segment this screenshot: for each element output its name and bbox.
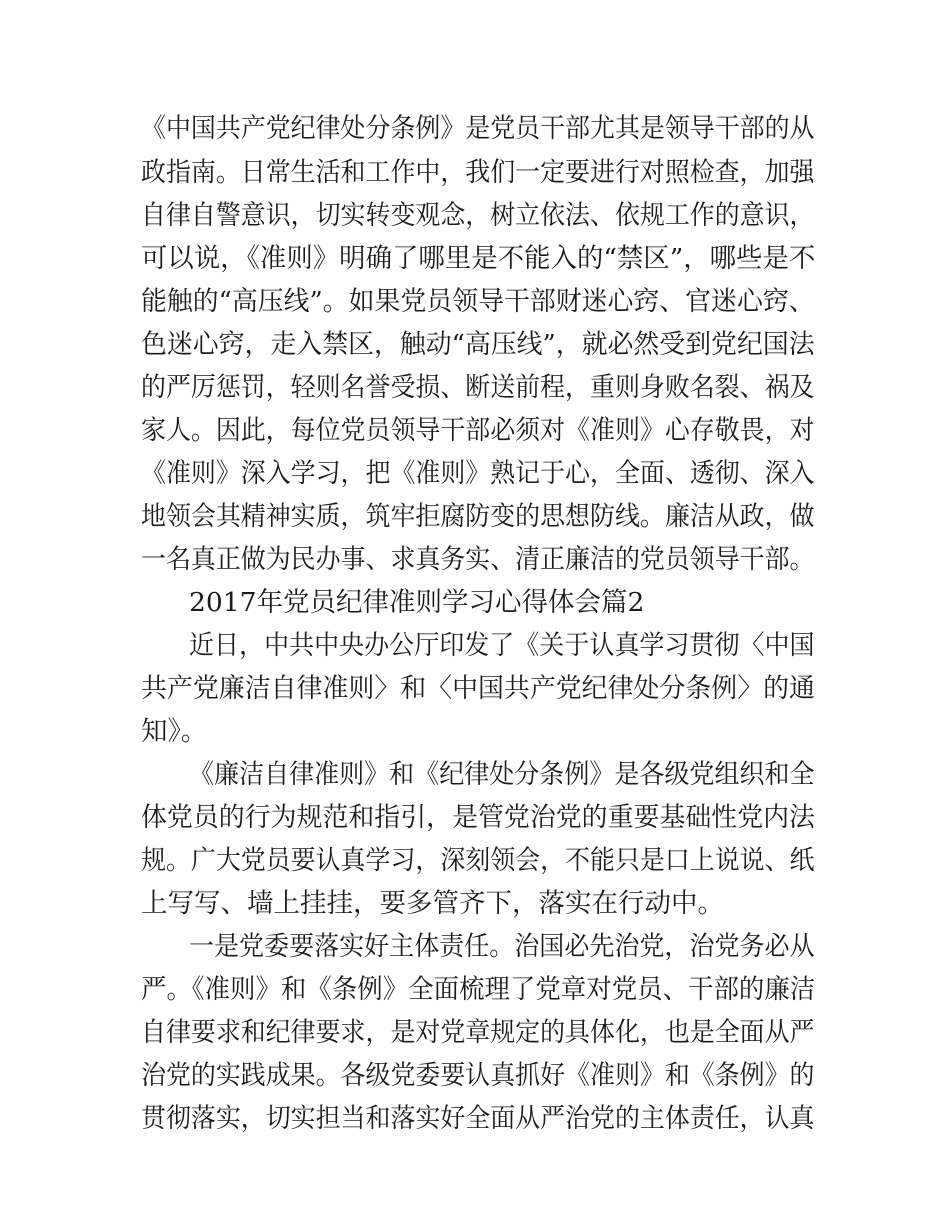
body-text-line: 治党的实践成果。各级党委要认真抓好《准则》和《条例》的 — [141, 1060, 815, 1091]
body-text-line: 规。广大党员要认真学习，深刻领会，不能只是口上说说、纸 — [141, 845, 815, 876]
body-text-line: 贯彻落实，切实担当和落实好全面从严治党的主体责任，认真 — [141, 1103, 815, 1134]
body-text-line: 的严厉惩罚，轻则名誉受损、断送前程，重则身败名裂、祸及 — [141, 372, 815, 403]
body-text-line: 一名真正做为民办事、求真务实、清正廉洁的党员领导干部。 — [141, 544, 815, 575]
body-text-line: 上写写、墙上挂挂，要多管齐下，落实在行动中。 — [141, 888, 724, 919]
body-text-line: 《廉洁自律准则》和《纪律处分条例》是各级党组织和全 — [189, 759, 815, 790]
body-text-line: 可以说，《准则》明确了哪里是不能入的“禁区”，哪些是不 — [141, 243, 816, 274]
body-text-line: 家人。因此，每位党员领导干部必须对《准则》心存敬畏，对 — [141, 415, 815, 446]
body-text-line: 地领会其精神实质，筑牢拒腐防变的思想防线。廉洁从政，做 — [141, 501, 815, 532]
section-title: 2017年党员纪律准则学习心得体会篇2 — [189, 587, 645, 618]
body-text-line: 一是党委要落实好主体责任。治国必先治党，治党务必从 — [189, 931, 815, 962]
body-text-line: 自律自警意识，切实转变观念，树立依法、依规工作的意识， — [141, 200, 815, 231]
body-text-line: 《准则》深入学习，把《准则》熟记于心，全面、透彻、深入 — [141, 458, 815, 489]
body-text-line: 近日，中共中央办公厅印发了《关于认真学习贯彻〈中国 — [189, 630, 815, 661]
body-text-line: 自律要求和纪律要求，是对党章规定的具体化，也是全面从严 — [141, 1017, 815, 1048]
body-text-line: 色迷心窍，走入禁区，触动“高压线”，就必然受到党纪国法 — [141, 329, 815, 360]
body-text-line: 体党员的行为规范和指引，是管党治党的重要基础性党内法 — [141, 802, 815, 833]
body-text-line: 能触的“高压线”。如果党员领导干部财迷心窍、官迷心窍、 — [141, 286, 815, 317]
body-text-line: 共产党廉洁自律准则〉和〈中国共产党纪律处分条例〉的通 — [141, 673, 815, 704]
body-text-line: 知》。 — [141, 716, 208, 747]
body-text-line: 严。《准则》和《条例》全面梳理了党章对党员、干部的廉洁 — [141, 974, 816, 1005]
body-text-line: 政指南。日常生活和工作中，我们一定要进行对照检查，加强 — [141, 157, 815, 188]
body-text-line: 《中国共产党纪律处分条例》是党员干部尤其是领导干部的从 — [141, 113, 815, 144]
